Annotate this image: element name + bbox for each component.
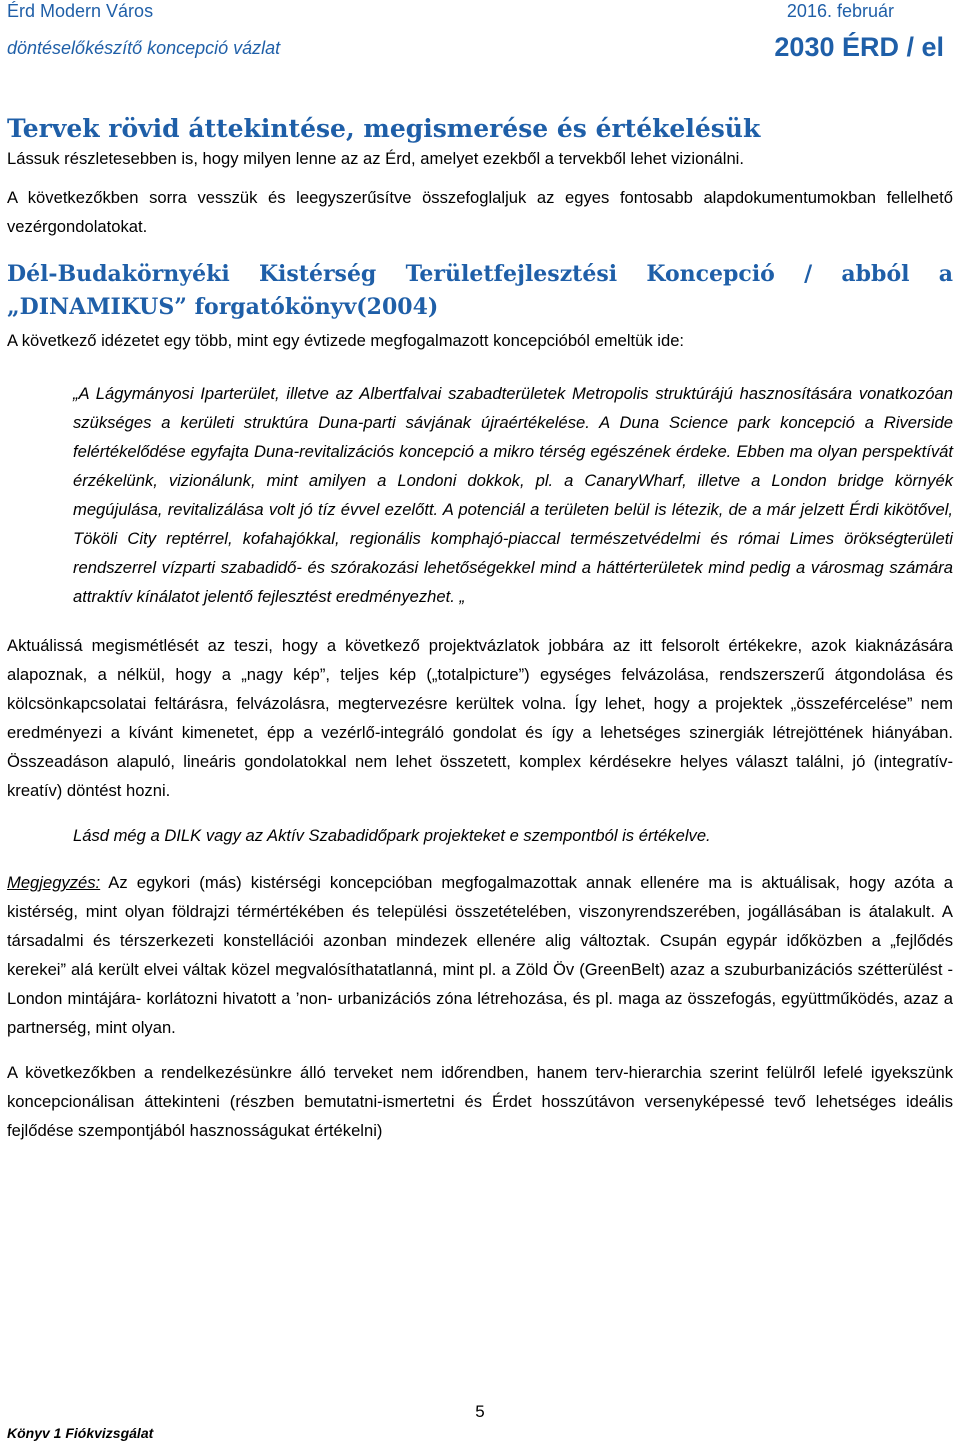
footer-sheet-label: Könyv 1 Fiókvizsgálat: [7, 1425, 154, 1441]
remark-text: Az egykori (más) kistérségi koncepcióban megfogalmazottak annak ellenére ma is aktuálisak, hogy azóta a kistérség, mint olyan földrajzi térmértékében és települési összetételében, viszonyrendszerében, jogállásában is átalakult. A társadalmi és térszerkezeti konstellációi azonban mindezek ellenére alig változtak. Csupán egypár időközben a „fejlődés kerekei” alá került elvei váltak közel megvalósíthatatlanná, mint pl. a Zöld Öv (GreenBelt) azaz a szuburbanizációs szétterülést - London mintájára- korlátozni hivatott a ’non- urbanizációs zóna létrehozása, és pl. maga az összefogás, együttműködés, azaz a partnerség, mint olyan.: [7, 873, 953, 1037]
header-date: 2016. február: [786, 1, 894, 21]
page-subheader: [0, 30, 960, 70]
intro-paragraph-1: Lássuk részletesebben is, hogy milyen lenne az az Érd, amelyet ezekből a tervekből lehet vizionálni.: [7, 149, 744, 168]
body-paragraph: Aktuálissá megismétlését az teszi, hogy a következő projektvázlatok jobbára az itt felsorolt értékekre, azok kiaknázására alapoznak, a nélkül, hogy a „nagy kép”, teljes kép („totalpicture”) egységes felvázolása, rendszerszerű átgondolása és kölcsönkapcsolatai feltárásra, felvázolásra, megtervezésre kerültek volna. Így lehet, hogy a projektek „összefércelése” nem eredményezi a kívánt kimenetet, épp a vezérlő-integráló gondolat és így a lehetséges szinergiák létrejöttének hiányában. Összeadáson alapuló, lineáris gondolatokkal nem lehet összetett, komplex kérdésekre helyes választ találni, jó (integratív-kreatív) döntést hozni.: [7, 636, 953, 800]
closing-paragraph: A következőkben a rendelkezésünkre álló terveket nem időrendben, hanem terv-hierarchia szerint felülről lefelé igyekszünk koncepcionálisan áttekinteni (részben bemutatni-ismertetni és Érdet hosszútávon versenyképessé tevő lehetséges ideális fejlődése szempontjából hasznosságukat értékelni): [7, 1063, 953, 1140]
remark-label: Megjegyzés:: [7, 873, 101, 892]
see-also-note: Lásd még a DILK vagy az Aktív Szabadidőpark projekteket e szempontból is értékelve.: [73, 826, 711, 845]
quote-lead: A következő idézetet egy több, mint egy évtizede megfogalmazott koncepcióból emeltük ide:: [7, 331, 685, 350]
document-body: [7, 112, 953, 1145]
header-brand: 2030 ÉRD / el: [774, 32, 944, 62]
subsection-title: Dél-Budakörnyéki Kistérség Területfejlesztési Koncepció / abból a „DINAMIKUS” forgatókönyv(2004): [7, 261, 953, 320]
header-org: Érd Modern Város: [7, 1, 154, 21]
quote-block: „A Lágymányosi Iparterület, illetve az Albertfalvai szabadterületek Metropolis struktúrájú hasznosítására vonatkozóan szükséges a kerületi struktúra Duna-parti sávjának újraértékelése. A Duna Science park koncepció a Riverside felértékelődése egyfajta Duna-revitalizációs koncepció a mikro térség egészének érdeke. Ebben ma olyan perspektívát érzékelünk, vizionálunk, mint amilyen a Londoni dokkok, pl. a CanaryWharf, illetve a London bridge környék megújulása, revitalizálása volt jó tíz évvel ezelőtt. A potenciál a területen belül is létezik, de a már jelzett Érdi kikötővel, Tököli City reptérrel, kofahajókkal, regionális komphajó-piaccal természetvédelmi és római Limes örökségterületi rendszerrel vízparti szabadidő- és szórakozási lehetőségekkel mind a háttérterületek mind pedig a városmag számára attraktív kínálatot jelentő fejlesztést eredményezhet. „: [73, 384, 953, 606]
page-header: [0, 0, 960, 26]
remark-paragraph: [7, 868, 953, 1042]
intro-paragraph-2: A következőkben sorra vesszük és leegyszerűsítve összefoglaljuk az egyes fontosabb alapdokumentumokban fellelhető vezérgondolatokat.: [7, 188, 953, 236]
page-number: 5: [475, 1402, 485, 1421]
header-document-name: döntéselőkészítő koncepció vázlat: [7, 38, 281, 58]
section-title: Tervek rövid áttekintése, megismerése és értékelésük: [7, 114, 761, 143]
